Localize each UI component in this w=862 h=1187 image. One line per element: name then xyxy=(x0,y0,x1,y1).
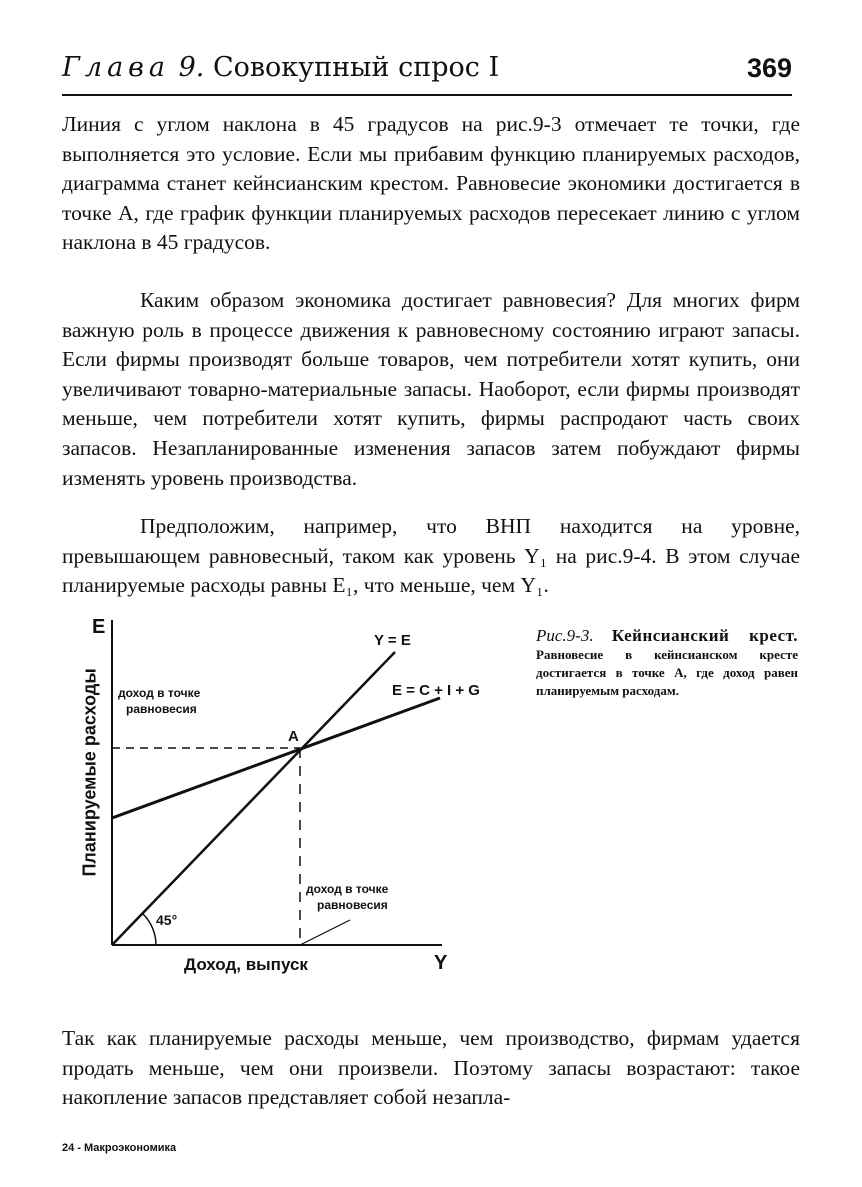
figure-caption xyxy=(536,627,798,700)
equilibrium-income-label-bottom-line2: равновесия xyxy=(317,898,388,912)
paragraph-1: Линия с углом наклона в 45 градусов на рис.9-3 отмечает те точки, где выполняется это условие. Если мы прибавим функцию планируемых расходов, диаграмма станет кейнсианским крестом. Равновесие экономики достигается в точке A, где график функции планируемых расходов пересекает линию с углом наклона в 45 градусов. xyxy=(62,112,800,255)
footer: 24 - Макроэкономика xyxy=(62,1142,177,1154)
point-a-label: A xyxy=(288,728,299,745)
equilibrium-income-label-left-line1: доход в точке xyxy=(118,686,201,700)
pointer-line xyxy=(300,920,350,945)
angle-arc xyxy=(143,914,156,945)
chapter-title: Совокупный спрос I xyxy=(212,52,500,83)
keynesian-cross-diagram xyxy=(72,612,492,982)
expenditure-line xyxy=(112,698,440,818)
x-axis-letter: Y xyxy=(434,952,448,974)
expenditure-line-label: E = C + I + G xyxy=(392,682,480,699)
chapter-word: Глава xyxy=(62,52,170,83)
equilibrium-income-label-left-line2: равновесия xyxy=(126,702,197,716)
equilibrium-income-label-bottom-line1: доход в точке xyxy=(306,882,389,896)
y-axis-title: Планируемые расходы xyxy=(79,668,100,877)
y-axis-letter: E xyxy=(92,616,106,638)
chapter-number: 9. xyxy=(178,52,205,83)
running-header xyxy=(62,46,792,90)
paragraph-4: Так как планируемые расходы меньше, чем производство, фирмам удается продать меньше, чем они произвели. Поэтому запасы возрастают: такое накопление запасов представляет собой незапла- xyxy=(62,1026,800,1110)
caption-number: Рис.9-3. xyxy=(536,626,594,645)
x-axis-title: Доход, выпуск xyxy=(184,955,308,974)
keynesian-cross-figure xyxy=(72,612,492,982)
line-45-label: Y = E xyxy=(374,632,411,649)
page-number: 369 xyxy=(746,53,792,83)
caption-title: Кейнсианский крест. xyxy=(611,626,798,645)
paragraph-3: Предположим, например, что ВНП находится на уровне, превышающем равновесный, таком как уровень Y₁ на рис.9-4. В этом случае планируемые расходы равны E₁, что меньше, чем Y₁. xyxy=(62,514,800,598)
chapter-heading xyxy=(62,46,499,90)
caption-text: Равновесие в кейнсианском кресте достигается в точке A, где доход равен планируемым расходам. xyxy=(536,647,798,698)
angle-label: 45° xyxy=(156,912,178,928)
paragraph-2: Каким образом экономика достигает равновесия? Для многих фирм важную роль в процессе движения к равновесному состоянию играют запасы. Если фирмы производят больше товаров, чем потребители хотят купить, они увеличивают товарно-материальные запасы. Наоборот, если фирмы производят меньше, чем потребители хотят купить, фирмы распродают часть своих запасов. Незапланированные изменения запасов затем побуждают фирмы изменять уровень производства. xyxy=(62,288,800,490)
header-rule xyxy=(62,94,792,96)
